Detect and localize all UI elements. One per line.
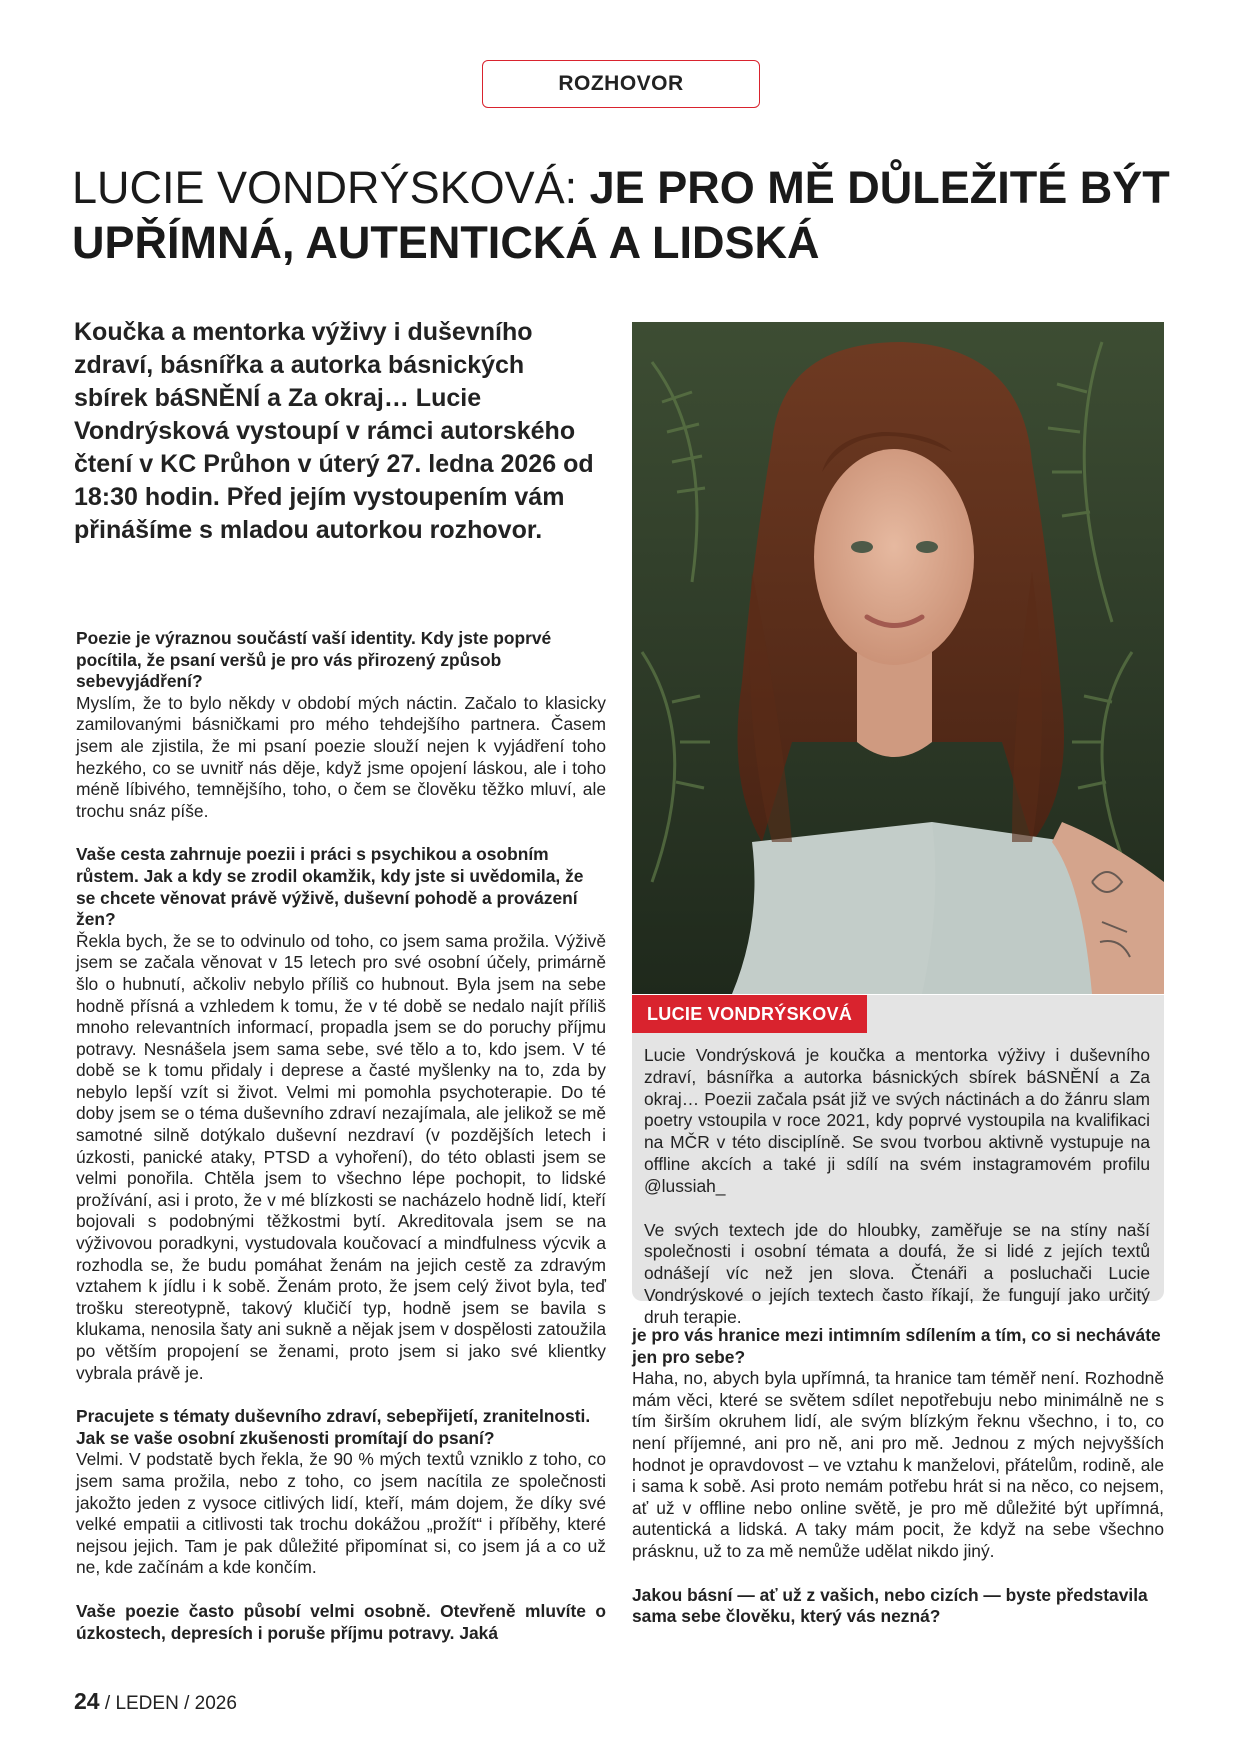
- portrait-illustration: [632, 322, 1164, 994]
- left-column: [76, 628, 606, 1644]
- bio-paragraph-1: Lucie Vondrýsková je koučka a mentorka výživy i duševního zdraví, básnířka a autorka básnických sbírek báSNĚNÍ a Za okraj… Poezii začala psát již ve svých náctinách a do žánru slam poetry vstoupila v roce 2021, kdy poprvé vystoupila na kvalifikaci na MČR v této disciplíně. Se svou tvorbou aktivně vystupuje na offline akcích a také ji sdílí na svém instagramovém profilu @lussiah_: [644, 1045, 1150, 1196]
- page-footer: [74, 1688, 237, 1715]
- title-quote: JE PRO MĚ DŮLEŽITÉ BÝT UPŘÍMNÁ, AUTENTICKÁ A LIDSKÁ: [72, 162, 1170, 268]
- question-4: Vaše poezie často působí velmi osobně. Otevřeně mluvíte o úzkostech, depresích i poruše příjmu potravy. Jaká: [76, 1600, 606, 1643]
- article-title: [72, 160, 1172, 270]
- title-name: LUCIE VONDRÝSKOVÁ:: [72, 162, 578, 213]
- author-bio-box: [632, 995, 1164, 1327]
- portrait-photo: [632, 322, 1164, 994]
- answer-5: Haha, no, abych byla upřímná, ta hranice tam téměř není. Rozhodně mám věci, které se světem sdílet nepotřebuju nebo minimálně ne s tím širším okruhem lidí, ale svým blízkým řeknu všechno, i to, co není příjemné, ani pro ně, ani pro mě. Jednou z mých nejvyšších hodnot je opravdovost – ve vztahu k manželovi, přátelům, rodině, ale i sama k sobě. Asi proto nemám potřebu hrát si na něco, co nejsem, ať už v offline nebo online světě, je pro mě důležité být upřímná, autentická a lidská. A taky mám pocit, že když na sebe všechno prásknu, už to za mě nemůže udělat nikdo jiný.: [632, 1368, 1164, 1561]
- page-number: 24: [74, 1688, 100, 1714]
- issue-month: LEDEN: [115, 1693, 179, 1714]
- footer-separator: /: [104, 1693, 111, 1714]
- answer-2: Řekla bych, že se to odvinulo od toho, co jsem sama prožila. Výživě jsem se začala věnovat v 15 letech pro své osobní účely, primárně šlo o hubnutí, ačkoliv nebylo příliš co hubnout. Byla jsem na sebe hodně přísná a vzhledem k tomu, že v té době se nedalo najít příliš mnoho relevantních informací, propadla jsem se do poruchy příjmu potravy. Nesnášela jsem sama sebe, své tělo a to, kdo jsem. V té době se k tomu přidaly i deprese a časté myšlenky na to, zda by nebylo lepší vzít si život. Velmi mi pomohla psychoterapie. Do té doby jsem se o téma duševního zdraví nezajímala, ale jelikož se mě samotné silně dotýkalo duševní nezdraví (v pozdějších letech i úzkosti, panické ataky, PTSD a vyhoření), do této oblasti jsem se velmi ponořila. Chtěla jsem to všechno lépe pochopit, to lidské prožívání, asi i proto, že v mé blízkosti se nacházelo hodně lidí, kteří bojovali s podobnými těžkostmi bytí. Akreditovala jsem se na výživovou poradkyni, vystudovala koučovací a mindfulness výcvik a rozhodla se, že budu pomáhat ženám na jejich cestě za zdravým vztahem k jídlu i k sobě. Ženám proto, že jsem celý život byla, teď trošku stereotypně, takový klučičí typ, hodně jsem se bavila s klukama, nenosila šaty ani sukně a nějak jsem v dospělosti zatoužila po větším propojení se ženami, proto jsem si jako své klientky vybrala právě je.: [76, 930, 606, 1383]
- right-column: [632, 1325, 1164, 1628]
- lead-text: Koučka a mentorka výživy i duševního zdraví, básnířka a autorka básnických sbírek báSNĚNÍ a Za okraj… Lucie Vondrýsková vystoupí v rámci autorského čtení v KC Průhon v úterý 27. ledna 2026 od 18:30 hodin. Před jejím vystoupením vám přinášíme s mladou autorkou rozhovor.: [74, 318, 594, 544]
- photo-caption-tag: LUCIE VONDRÝSKOVÁ: [632, 995, 867, 1033]
- issue-year: 2026: [194, 1693, 237, 1714]
- bio-paragraph-2: Ve svých textech jde do hloubky, zaměřuje se na stíny naší společnosti i osobní témata a doufá, že si lidé z jejích textů odnášejí víc než jen slova. Čtenáři a posluchači Lucie Vondrýskové o jejích textech často říkají, že fungují jako určitý druh terapie.: [644, 1219, 1150, 1327]
- question-3: Pracujete s tématy duševního zdraví, sebepřijetí, zranitelnosti. Jak se vaše osobní zkušenosti promítají do psaní?: [76, 1406, 591, 1448]
- section-label: ROZHOVOR: [482, 60, 760, 108]
- question-2: Vaše cesta zahrnuje poezii i práci s psychikou a osobním růstem. Jak a kdy se zrodil okamžik, kdy jste si uvědomila, že se chcete věnovat právě výživě, duševní pohodě a provázení žen?: [76, 844, 584, 930]
- question-6: Jakou básní — ať už z vašich, nebo cizích — byste představila sama sebe člověku, který vás nezná?: [632, 1584, 1148, 1627]
- footer-separator: /: [184, 1693, 190, 1714]
- answer-3: Velmi. V podstatě bych řekla, že 90 % mých textů vzniklo z toho, co jsem sama prožila, nebo z toho, co jsem nacítila ze společnosti jakožto jeden z vysoce citlivých lidí, kteří, mám dojem, že díky své velké empatii a citlivosti tak trochu dokážou „prožít“ i příběhy, které nejsou jejich. Tam je pak důležité připomínat si, co jsem já a co už ne, kde začínám a kde končím.: [76, 1449, 606, 1578]
- answer-1: Myslím, že to bylo někdy v období mých náctin. Začalo to klasicky zamilovanými básničkami pro mého tehdejšího partnera. Časem jsem ale zjistila, že mi psaní poezie slouží nejen k vyjádření toho hezkého, co se uvnitř nás děje, když jsme opojení láskou, ale i toho méně líbivého, temnějšího, toho, o čem se člověku těžko mluví, ale trochu snáz píše.: [76, 692, 606, 821]
- question-5: je pro vás hranice mezi intimním sdílením a tím, co si necháváte jen pro sebe?: [632, 1325, 1161, 1367]
- lead-paragraph: [74, 316, 604, 547]
- question-1: Poezie je výraznou součástí vaší identity. Kdy jste poprvé pocítila, že psaní veršů je pro vás přirozený způsob sebevyjádření?: [76, 628, 552, 692]
